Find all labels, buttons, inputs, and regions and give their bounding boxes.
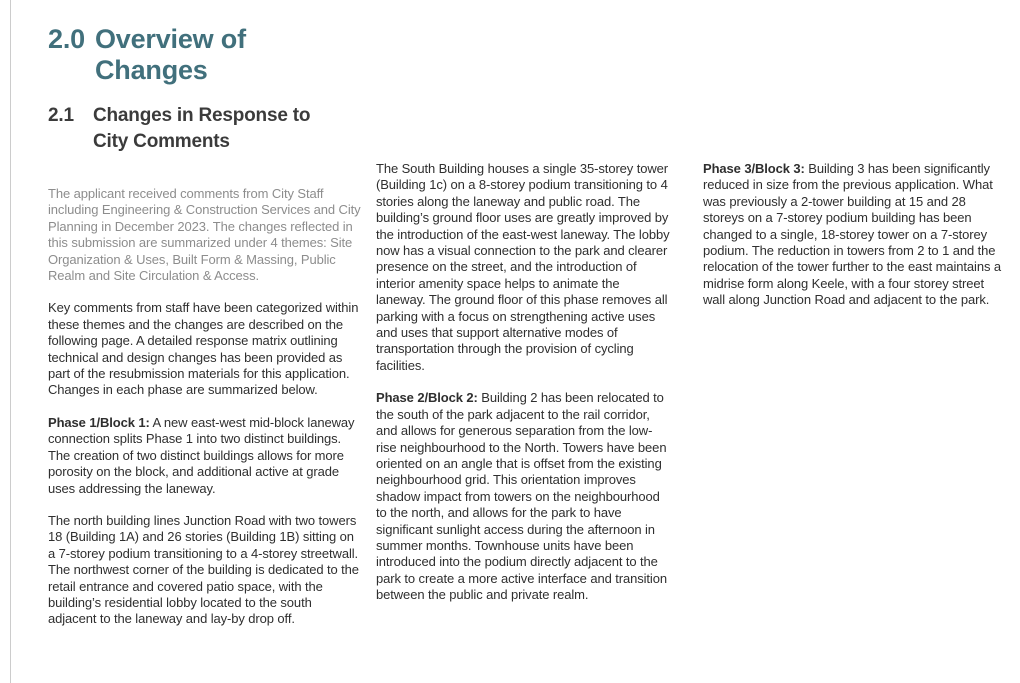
phase-2-label: Phase 2/Block 2: [376,390,478,406]
section-title-line-1: Overview of [95,24,246,54]
text-column-3 [703,161,1001,325]
page-edge-divider [10,0,11,683]
phase-1-paragraph-text: A new east-west mid-block laneway connection splits Phase 1 into two distinct buildings. The creation of two distinct buildings allows for more porosity on the block, and additional active at grade uses addressing the laneway. [48,414,355,496]
intro-paragraph-text: The applicant received comments from City Staff including Engineering & Construction Services and City Planning in December 2023. The changes reflected in this submission are summarized under 4 themes: Site Organization & Uses, Built Form & Massing, Public Realm and Site Circulation & Access. [48,186,361,284]
subsection-number: 2.1 [48,105,74,126]
section-title [95,24,246,86]
north-building-paragraph-text: The north building lines Junction Road with two towers 18 (Building 1A) and 26 stories (Building 1B) sitting on a 7-storey podium transitioning to a 4-storey streetwall. The northwest corner of the building is dedicated to the retail entrance and covered patio space, with the building’s residential lobby located to the south adjacent to the laneway and lay-by drop off. [48,512,359,627]
phase-3-paragraph [703,161,1001,309]
phase-1-paragraph [48,415,363,497]
section-number: 2.0 [48,24,85,54]
section-title-line-2: Changes [95,55,208,85]
south-building-paragraph-text: The South Building houses a single 35-storey tower (Building 1c) on a 8-storey podium transitioning to 4 stories along the laneway and public road. The building’s ground floor uses are greatly improved by the introduction of the east-west laneway. The lobby now has a visual connection to the park and clearer presence on the street, and the introduction of interior amenity space helps to animate the laneway. The ground floor of this phase removes all parking with a focus on strengthening active uses and uses that support alternative modes of transportation through the provision of cycling facilities. [376,161,670,373]
south-building-paragraph [376,161,671,374]
phase-3-label: Phase 3/Block 3: [703,161,805,176]
key-comments-paragraph [48,300,363,398]
intro-paragraph [48,186,363,284]
phase-2-paragraph-text: Building 2 has been relocated to the south of the park adjacent to the rail corridor, and allows for generous separation from the low-rise neighbourhood to the North. Towers have been oriented on an angle that is offset from the existing neighbourhood grid. This orientation improves shadow impact from towers on the neighbourhood to the north, and allows for the park to have significant sunlight access during the afternoon in summer months. Townhouse units have been introduced into the podium directly adjacent to the park to create a more active interface and transition between the public and private realm. [376,390,667,603]
phase-1-label: Phase 1/Block 1: [48,414,150,430]
text-column-2 [376,161,671,620]
subsection-heading [48,103,310,155]
text-column-1 [48,186,363,644]
north-building-paragraph [48,513,363,628]
subsection-title-line-2: City Comments [93,131,230,152]
phase-3-paragraph-text: Building 3 has been significantly reduced in size from the previous application. What was previously a 2-tower building at 15 and 28 storeys on a 7-storey podium building has been changed to a single, 18-storey tower on a 7-storey podium. The reduction in towers from 2 to 1 and the relocation of the tower further to the east maintains a midrise form along Keele, with a four storey street wall along Junction Road and adjacent to the park. [703,161,1002,308]
subsection-title-line-1: Changes in Response to [93,105,311,126]
section-heading [48,24,246,86]
subsection-title [93,103,310,155]
phase-2-paragraph [376,390,671,603]
key-comments-paragraph-text: Key comments from staff have been categorized within these themes and the changes are described on the following page. A detailed response matrix outlining technical and design changes has been provided as part of the resubmission materials for this application. Changes in each phase are summarized below. [48,300,359,398]
